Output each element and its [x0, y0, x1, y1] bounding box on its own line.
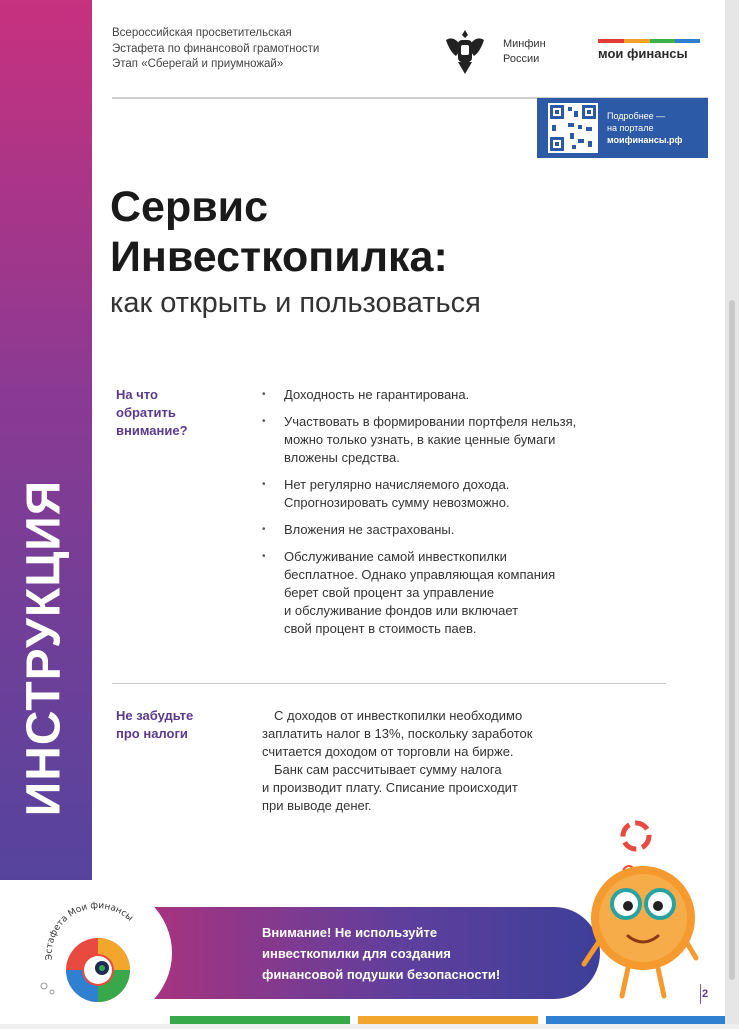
relay-header — [112, 26, 402, 73]
header-line: Всероссийская просветительская — [112, 27, 292, 39]
list-item: • Вложения не застрахованы. — [262, 521, 682, 539]
svg-text:Эстафета Мои финансы: Эстафета Мои финансы — [44, 900, 135, 961]
attention-list — [262, 386, 682, 647]
section-divider — [112, 683, 666, 684]
coin-mascot-icon — [578, 818, 708, 1008]
header-line: Эстафета по финансовой грамотности — [112, 42, 320, 55]
scroll-track[interactable] — [725, 0, 739, 1024]
footer-color-stripes — [170, 1016, 725, 1024]
taxes-label: Не забудьте про налоги — [116, 708, 194, 741]
list-item: • Нет регулярно начисляемого дохода. Спрогнозировать сумму невозможно. — [262, 476, 682, 512]
page-number-rule — [700, 984, 701, 1004]
ministry-line: Минфин — [503, 38, 546, 50]
list-item: • Обслуживание самой инвесткопилки бесплатное. Однако управляющая компания берет свой процент за управление и обслуживание фондов или включает свой процент в стоимость паев. — [262, 548, 682, 638]
warning-banner — [150, 907, 600, 999]
scroll-thumb[interactable] — [729, 300, 735, 980]
sidebar-band — [0, 0, 92, 880]
page-number: 2 — [702, 988, 709, 1000]
page-title: Инвесткопилка: — [110, 233, 448, 281]
portal-line: Подробнее — — [607, 111, 666, 121]
relay-logo — [22, 882, 172, 1024]
page-subtitle: как открыть и пользоваться — [110, 287, 481, 319]
list-item: • Участвовать в формировании портфеля нельзя, можно только узнать, в какие ценные бумаги вложены средства. — [262, 413, 682, 467]
qr-code-icon[interactable] — [548, 103, 598, 153]
brand-logo: мои финансы — [598, 46, 688, 61]
sidebar-label: ИНСТРУКЦИЯ — [17, 479, 71, 817]
ministry-name — [503, 37, 546, 67]
portal-link-text[interactable] — [607, 110, 682, 146]
attention-label: На что обратить внимание? — [116, 387, 188, 438]
header-line: Этап «Сберегай и приумножай» — [112, 58, 284, 70]
brand-color-bar — [598, 39, 700, 43]
ministry-line: России — [503, 53, 540, 65]
portal-line: на портале — [607, 123, 654, 133]
list-item: • Доходность не гарантирована. — [262, 386, 682, 404]
relay-logo-icon — [22, 882, 172, 1024]
page-title: Сервис — [110, 183, 269, 231]
warning-text: Внимание! Не используйте инвесткопилки для создания финансовой подушки безопасности! — [262, 925, 501, 982]
taxes-text: С доходов от инвесткопилки необходимо заплатить налог в 13%, поскольку заработок считается доходом от торговли на бирже. Банк сам рассчитывает сумму налога и производит плату. Списание происходит при выводе денег. — [262, 708, 533, 813]
portal-url[interactable]: моифинансы.рф — [607, 135, 683, 145]
portal-banner[interactable] — [537, 98, 708, 158]
eagle-emblem-icon — [442, 26, 488, 78]
